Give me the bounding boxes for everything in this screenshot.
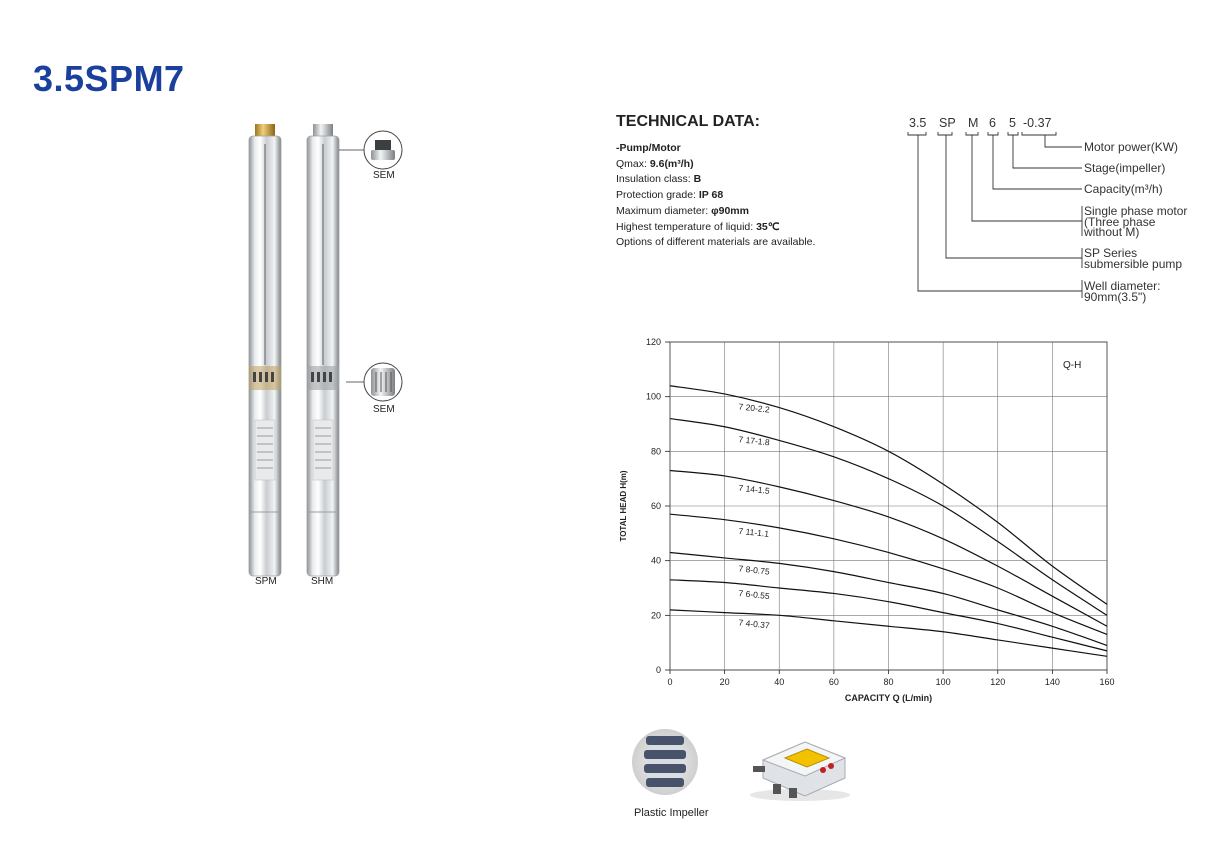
control-box-image [745, 720, 855, 805]
y-axis-label: TOTAL HEAD H(m) [619, 470, 628, 542]
curve-label: 7 6-0.55 [738, 587, 771, 602]
code-part: -0.37 [1023, 116, 1052, 130]
plastic-impeller-caption: Plastic Impeller [634, 807, 709, 819]
code-part: 6 [989, 116, 996, 130]
curve-label: 7 11-1.1 [738, 525, 770, 539]
x-tick-label: 60 [828, 677, 839, 687]
code-leader-lines [900, 128, 1090, 298]
curve-label: 7 4-0.37 [738, 617, 771, 631]
plastic-impeller-image [630, 722, 700, 802]
x-tick-label: 0 [667, 677, 673, 687]
pump-label-spm: SPM [255, 576, 277, 587]
technical-data [616, 113, 815, 251]
qh-chart [600, 330, 1120, 710]
tech-line: Qmax: 9.6(m³/h) [616, 157, 694, 170]
y-tick-label: 120 [645, 337, 661, 347]
code-legend-series: SP Series submersible pump [1084, 246, 1183, 271]
y-tick-label: 0 [655, 665, 661, 675]
page-title: 3.5SPM7 [33, 58, 185, 99]
code-legend-stage: Stage(impeller) [1084, 161, 1166, 175]
code-legend-motor-type: Single phase motor (Three phase without M) [1084, 204, 1188, 239]
code-legend-well: Well diameter: 90mm(3.5") [1084, 279, 1161, 304]
curve-label: 7 17-1.8 [738, 434, 771, 448]
spm-pump [249, 124, 281, 576]
curve-label: 7 20-2.2 [738, 401, 771, 415]
code-part: M [968, 116, 979, 130]
curve-label: 7 8-0.75 [738, 563, 771, 577]
x-tick-label: 100 [935, 677, 951, 687]
pump-label-shm: SHM [311, 576, 334, 587]
y-tick-label: 20 [650, 610, 661, 621]
callout-label: SEM [373, 170, 395, 181]
y-tick-label: 100 [645, 391, 661, 402]
pump-illustrations [230, 120, 420, 600]
x-tick-label: 20 [719, 677, 730, 687]
tech-line: Options of different materials are available. [616, 236, 816, 249]
shm-pump [307, 124, 339, 576]
y-tick-label: 40 [650, 555, 661, 566]
tech-line: Insulation class: B [616, 173, 702, 186]
x-tick-label: 160 [1099, 677, 1115, 687]
curve-label: 7 14-1.5 [738, 482, 771, 496]
x-tick-label: 140 [1044, 677, 1060, 687]
x-tick-label: 120 [990, 677, 1006, 687]
y-tick-label: 80 [650, 446, 661, 457]
x-axis-label: CAPACITY Q (L/min) [844, 693, 933, 703]
intake-detail-icon [364, 363, 402, 401]
outlet-detail-icon [364, 131, 402, 169]
technical-heading: TECHNICAL DATA: [616, 113, 760, 130]
tech-line: Protection grade: IP 68 [616, 189, 724, 202]
code-legend-motor-power: Motor power(KW) [1084, 140, 1179, 154]
code-part: SP [939, 116, 956, 130]
x-tick-label: 40 [774, 677, 785, 687]
code-legend-capacity: Capacity(m³/h) [1084, 182, 1163, 196]
callout-label: SEM [373, 404, 395, 415]
tech-line: Maximum diameter: φ90mm [616, 204, 749, 217]
code-part: 5 [1009, 116, 1016, 130]
code-part: 3.5 [909, 116, 927, 130]
tech-line: Highest temperature of liquid: 35℃ [616, 220, 780, 233]
chart-title: Q-H [1063, 360, 1082, 371]
x-tick-label: 80 [883, 677, 894, 687]
y-tick-label: 60 [650, 501, 661, 511]
tech-line: -Pump/Motor [616, 142, 681, 154]
